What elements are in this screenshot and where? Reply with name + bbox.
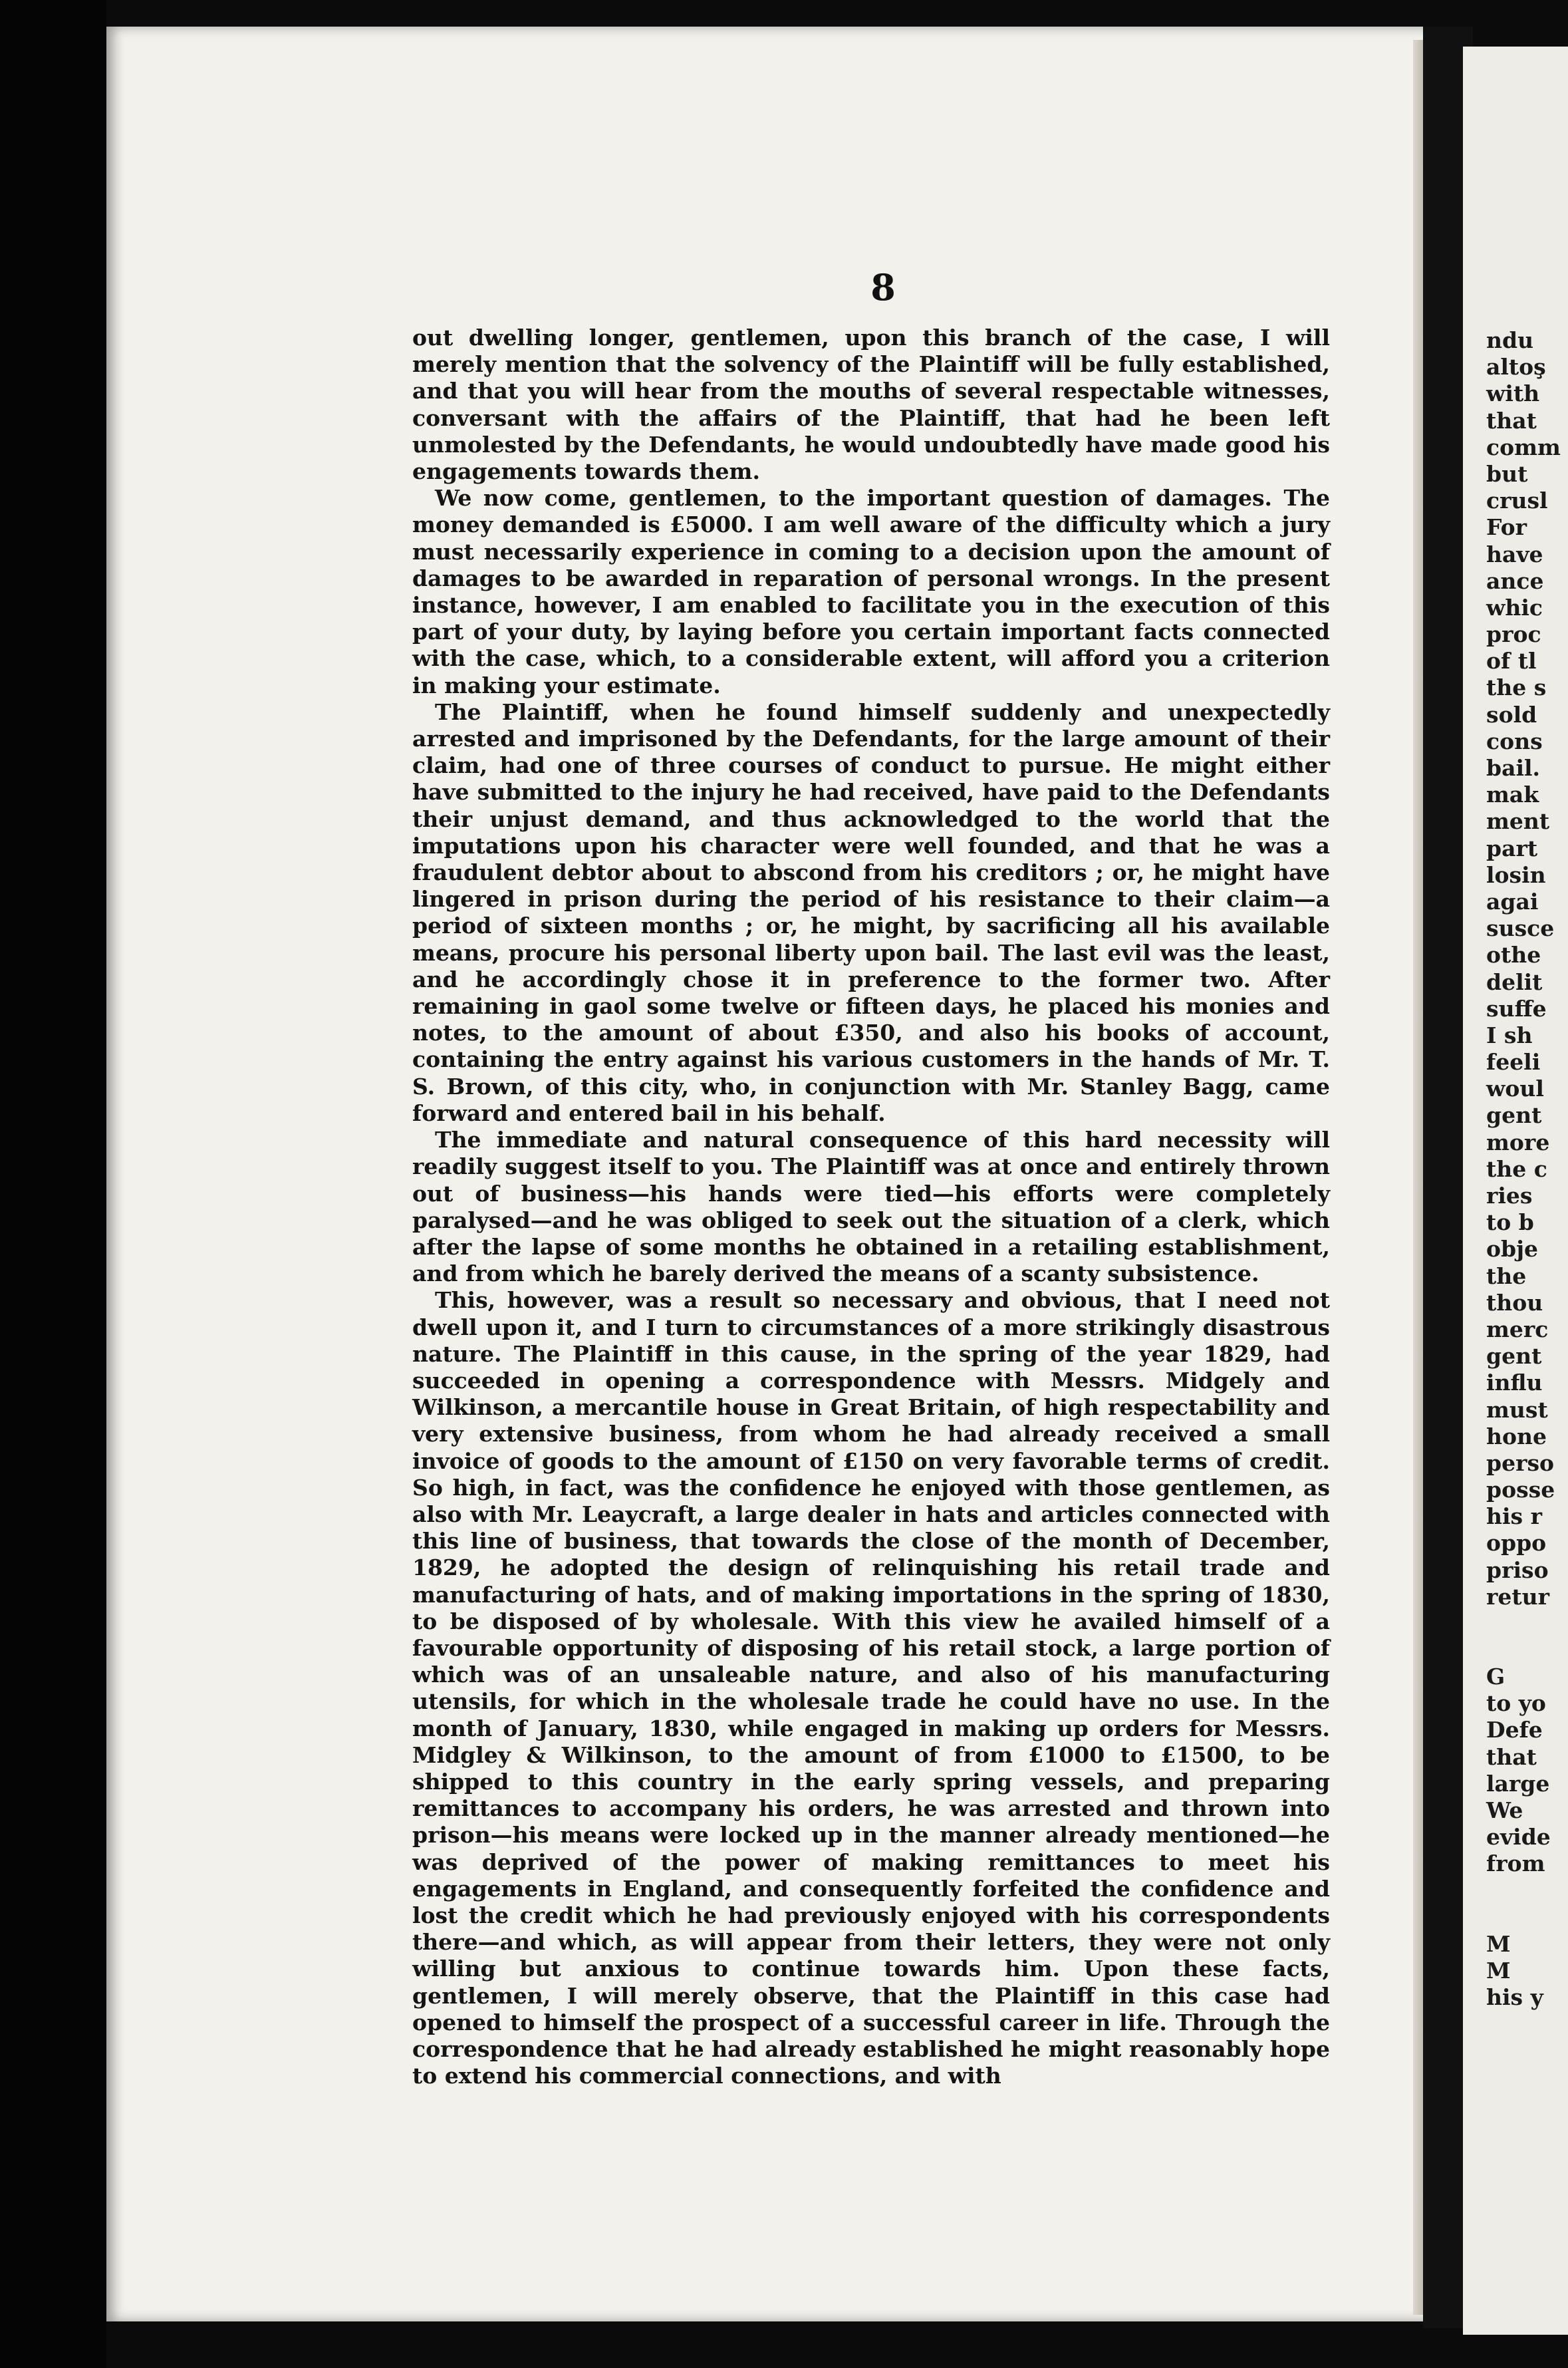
facing-line: proc xyxy=(1486,621,1541,648)
facing-line: have xyxy=(1486,541,1543,567)
facing-line-gap xyxy=(1486,1610,1561,1664)
paragraph-5: This, however, was a result so necessary and obvious, that I need not dwell upon it, and I turn to circumstances of a more strikingly disastrous nature. The Plaintiff in this cause, in the spring of the year 1829, had succeeded in opening a correspondence with Messrs. Midgely and Wilkinson, a mercantile house in Great Britain, of high respectability and very extensive business, from whom he had already received a small invoice of goods to the amount of £150 on very favorable terms of credit. So high, in fact, was the confidence he enjoyed with those gentlemen, as also with Mr. Leaycraft, a large dealer in hats and articles connected with this line of business, that towards the close of the month of December, 1829, he adopted the design of relinquishing his retail trade and manufacturing of hats, and of making importations in the spring of 1830, to be disposed of by wholesale. With this view he availed himself of a favourable opportunity of disposing of his retail stock, a large portion of which was of an unsaleable nature, and also of his manufacturing utensils, for which in the wholesale trade he could have no use. In the month of January, 1830, while engaged in making up orders for Messrs. Midgley & Wilkinson, to the amount of from £1000 to £1500, to be shipped to this country in the early spring vessels, and preparing remittances to accompany his orders, he was arrested and thrown into prison—his means were locked up in the manner already mentioned—he was deprived of the power of making remittances to meet his engagements in England, and consequently forfeited the confidence and lost the credit which he had previously enjoyed with his correspondents there—and which, as will appear from their letters, they were not only willing but anxious to continue towards him. Upon these facts, gentlemen, I will merely observe, that the Plaintiff in this case had opened to himself the prospect of a successful career in life. Through the correspondence that he had already established he might reasonably hope to extend his commercial connections, and with xyxy=(412,1287,1330,2089)
facing-line: mak xyxy=(1486,782,1539,808)
facing-line-gap xyxy=(1486,1878,1561,1931)
facing-line: ndu xyxy=(1486,327,1534,353)
facing-line: feeli xyxy=(1486,1049,1541,1076)
facing-line: M xyxy=(1486,1930,1511,1957)
facing-line: that xyxy=(1486,407,1537,434)
facing-line: must xyxy=(1486,1396,1548,1423)
facing-line: G xyxy=(1486,1664,1505,1690)
facing-line: agai xyxy=(1486,888,1539,915)
facing-line: gent xyxy=(1486,1343,1542,1370)
facing-line: with xyxy=(1486,380,1540,407)
body-text xyxy=(412,325,1330,2089)
facing-line: gent xyxy=(1486,1102,1542,1129)
facing-line: Defe xyxy=(1486,1717,1543,1743)
scan-border-left xyxy=(0,0,106,2368)
paragraph-3: The Plaintiff, when he found himself suddenly and unexpectedly arrested and imprisoned by the Defendants, for the large amount of their claim, had one of three courses of conduct to pursue. He might either have submitted to the injury he had received, have paid to the Defendants their unjust demand, and thus acknowledged to the world that the imputations upon his character were well founded, and that he was a fraudulent debtor about to abscond from his creditors ; or, he might have lingered in prison during the period of his resistance to their claim—a period of sixteen months ; or, he might, by sacrificing all his available means, procure his personal liberty upon bail. The last evil was the least, and he accordingly chose it in preference to the former two. After remaining in gaol some twelve or fifteen days, he placed his monies and notes, to the amount of about £350, and also his books of account, containing the entry against his various customers in the hands of Mr. T. S. Brown, of this city, who, in conjunction with Mr. Stanley Bagg, came forward and entered bail in his behalf. xyxy=(412,698,1330,1126)
facing-line: altoş xyxy=(1486,354,1546,380)
facing-line: For xyxy=(1486,514,1527,541)
facing-line: posse xyxy=(1486,1477,1555,1503)
facing-line: M xyxy=(1486,1957,1511,1984)
facing-line: losin xyxy=(1486,861,1546,888)
facing-line: hone xyxy=(1486,1423,1547,1449)
facing-line: whic xyxy=(1486,594,1543,621)
facing-line: the s xyxy=(1486,674,1547,701)
facing-line: crusl xyxy=(1486,488,1548,514)
paragraph-1: out dwelling longer, gentlemen, upon this branch of the case, I will merely mention that the solvency of the Plaintiff will be fully established, and that you will hear from the mouths of several respectable witnesses, conversant with the affairs of the Plaintiff, that had he been left unmolested by the Defendants, he would undoubtedly have made good his engagements towards them. xyxy=(412,325,1330,485)
facing-line: retur xyxy=(1486,1583,1550,1610)
facing-line: I sh xyxy=(1486,1022,1533,1048)
paragraph-4: The immediate and natural consequence of this hard necessity will readily suggest itself to you. The Plaintiff was at once and entirely thrown out of business—his hands were tied—his efforts were completely paralysed—and he was obliged to seek out the situation of a clerk, which after the lapse of some months he obtained in a retailing establishment, and from which he barely derived the means of a scanty subsistence. xyxy=(412,1127,1330,1287)
facing-page-text xyxy=(1486,327,1561,2011)
page-number: 8 xyxy=(870,266,896,309)
facing-line: perso xyxy=(1486,1449,1555,1476)
facing-line: delit xyxy=(1486,968,1543,995)
facing-line: oppo xyxy=(1486,1530,1547,1556)
facing-line: to yo xyxy=(1486,1690,1546,1717)
facing-line: othe xyxy=(1486,942,1541,968)
facing-line: but xyxy=(1486,460,1528,487)
facing-line: to b xyxy=(1486,1209,1534,1236)
facing-line: suffe xyxy=(1486,995,1547,1022)
facing-line: ment xyxy=(1486,808,1550,835)
facing-line: obje xyxy=(1486,1236,1539,1262)
facing-line: cons xyxy=(1486,728,1543,754)
facing-line: more xyxy=(1486,1129,1550,1155)
facing-line: ries xyxy=(1486,1183,1533,1209)
facing-line: priso xyxy=(1486,1556,1549,1583)
facing-line: from xyxy=(1486,1850,1545,1877)
facing-line: the xyxy=(1486,1262,1527,1289)
facing-line: of tl xyxy=(1486,648,1537,674)
facing-line: comm xyxy=(1486,434,1561,460)
facing-line: influ xyxy=(1486,1370,1543,1396)
facing-line: large xyxy=(1486,1770,1550,1797)
facing-line: evide xyxy=(1486,1824,1551,1850)
facing-line: part xyxy=(1486,835,1538,861)
facing-line: his r xyxy=(1486,1503,1542,1530)
facing-line: his y xyxy=(1486,1984,1543,2010)
facing-line: woul xyxy=(1486,1076,1544,1102)
paragraph-2: We now come, gentlemen, to the important question of damages. The money demanded is £5000. I am well aware of the difficulty which a jury must necessarily experience in coming to a decision upon the amount of damages to be awarded in reparation of personal wrongs. In the present instance, however, I am enabled to facilitate you in the execution of this part of your duty, by laying before you certain important facts connected with the case, which, to a considerable extent, will afford you a criterion in making your estimate. xyxy=(412,485,1330,698)
facing-line: susce xyxy=(1486,915,1555,942)
facing-line: We xyxy=(1486,1797,1523,1823)
facing-line: merc xyxy=(1486,1316,1549,1342)
facing-line: bail. xyxy=(1486,755,1541,781)
facing-line: thou xyxy=(1486,1289,1543,1316)
facing-line: the c xyxy=(1486,1155,1547,1182)
facing-line: sold xyxy=(1486,701,1537,728)
facing-line: that xyxy=(1486,1743,1537,1770)
facing-line: ance xyxy=(1486,567,1544,594)
